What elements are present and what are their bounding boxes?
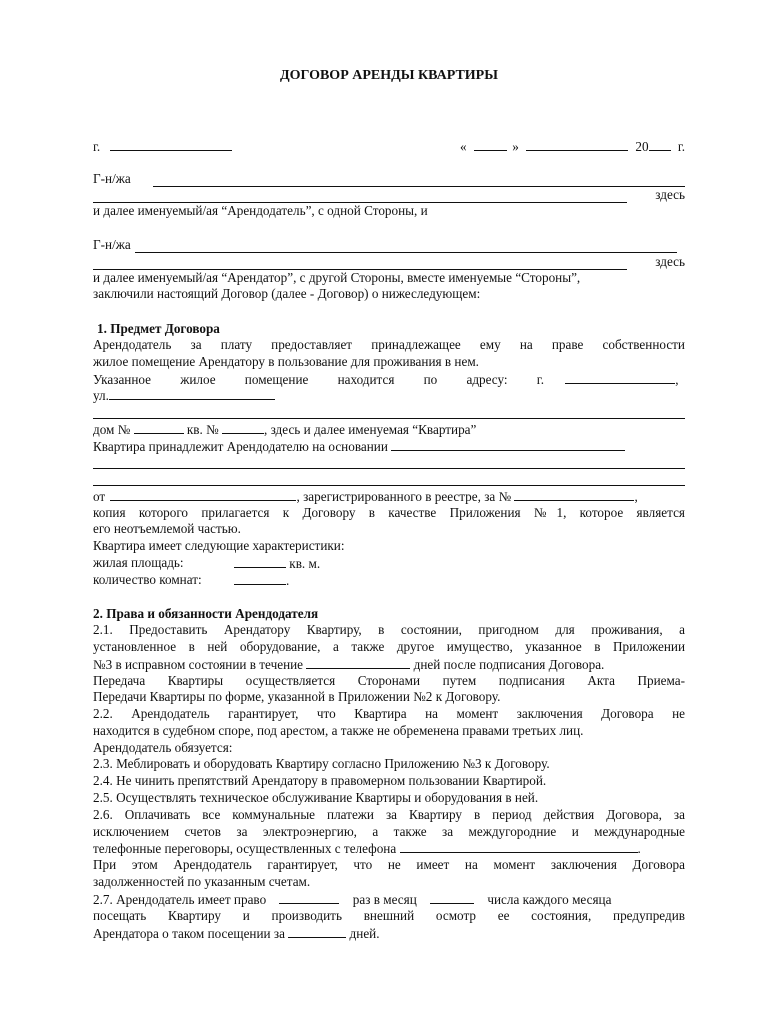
area-blank[interactable]	[234, 555, 286, 568]
s1-street-line	[93, 387, 685, 404]
date-open-quote: «	[460, 139, 467, 154]
s2-p7-line-3	[93, 925, 685, 942]
document-title: ДОГОВОР АРЕНДЫ КВАРТИРЫ	[280, 68, 498, 83]
visit-per-month: раз в месяц	[352, 892, 417, 907]
tenant-here: здесь	[655, 254, 685, 269]
s1-basis-blank-3	[93, 472, 685, 486]
tenant-desc: и далее именуемый/ая “Арендатор”, с другой Стороны, вместе именуемые “Стороны”,	[93, 270, 581, 285]
s1-registry-line: от , зарегистрированного в реестре, за № ,	[93, 489, 638, 504]
section1-heading: 1. Предмет Договора	[97, 321, 220, 336]
s1-rooms-line	[93, 572, 685, 588]
s2-p2-line-1: 2.2. Арендодатель гарантирует, что Квартира на момент заключения Договора не	[93, 706, 685, 721]
handover-days-label: №3 в исправном состоянии в течение	[93, 657, 304, 672]
s2-p7-line-1	[93, 891, 685, 908]
apartment-label: кв. №	[186, 422, 219, 437]
rooms-blank[interactable]	[234, 572, 286, 585]
s1-line-1: Арендодатель за плату предоставляет принадлежащее ему на праве собственности	[93, 337, 685, 352]
tenant-name-blank[interactable]	[135, 240, 677, 253]
basis-label: Квартира принадлежит Арендодателю на основании	[93, 439, 388, 454]
area-label: жилая площадь:	[93, 555, 184, 570]
area-unit: кв. м.	[289, 556, 321, 571]
s2-p7-line-2: посещать Квартиру и производить внешний осмотр ее состояния, предупредив	[93, 908, 685, 923]
visit-label: 2.7. Арендодатель имеет право	[93, 892, 267, 907]
s1-address-line: Указанное жилое помещение находится по адресу: г. ,	[93, 372, 679, 387]
s1-basis-blank-2	[93, 455, 685, 469]
tenant-name-line	[93, 237, 685, 253]
s2-p6-line-3: телефонные переговоры, осуществленных с телефона .	[93, 841, 641, 856]
s2-p6-line-1: 2.6. Оплачивать все коммунальные платежи за Квартиру в период действия Договора, за	[93, 807, 685, 822]
s2-p6-line-5: задолженностей по указанным счетам.	[93, 874, 311, 889]
street-label: ул.	[93, 388, 109, 403]
address-blank-line[interactable]	[93, 405, 685, 419]
s1-blank-line	[93, 405, 685, 419]
s2-p6-line-4: При этом Арендодатель гарантирует, что не имеет на момент заключения Договора	[93, 857, 685, 872]
month-blank[interactable]	[526, 138, 628, 151]
street-blank[interactable]	[109, 387, 275, 400]
handover-days-blank[interactable]	[306, 656, 410, 669]
phone-blank[interactable]	[400, 840, 638, 853]
s2-p6-line-2: исключением счетов за электроэнергию, а также за междугородние и международные	[93, 824, 685, 839]
visit-day-suffix: числа каждого месяца	[487, 892, 612, 907]
city-blank[interactable]	[110, 138, 232, 151]
landlord-here: здесь	[655, 187, 685, 202]
s2-p1-line-2: установленное в ней оборудование, а также другое имущество, указанное в Приложении	[93, 639, 685, 654]
from-label: от	[93, 489, 106, 504]
basis-blank[interactable]	[391, 438, 625, 451]
notice-days-suffix: дней.	[349, 926, 380, 941]
address-city-label: Указанное жилое помещение находится по адресу: г.	[93, 372, 544, 387]
s1-integral-line: его неотъемлемой частью.	[93, 521, 241, 536]
s1-basis-line	[93, 438, 685, 455]
phone-label: телефонные переговоры, осуществленных с телефона	[93, 841, 397, 856]
apartment-naming: , здесь и далее именуемая “Квартира”	[263, 422, 477, 437]
s2-p1-line-1: 2.1. Предоставить Арендатору Квартиру, в состоянии, пригодном для проживания, а	[93, 622, 685, 637]
house-label: дом №	[93, 422, 131, 437]
date-group	[460, 138, 685, 155]
landlord-desc: и далее именуемый/ая “Арендодатель”, с одной Стороны, и	[93, 203, 428, 218]
s1-area-line	[93, 555, 685, 571]
tenant-name-blank-2[interactable]	[93, 257, 627, 270]
s1-line-2: жилое помещение Арендатору в пользование для проживания в нем.	[93, 354, 479, 369]
visit-times-blank[interactable]	[279, 891, 339, 904]
s1-copy-line: копия которого прилагается к Договору в качестве Приложения №1, которое является	[93, 505, 685, 520]
year-blank[interactable]	[649, 138, 671, 151]
s2-p3: 2.3. Меблировать и оборудовать Квартиру согласно Приложению №3 к Договору.	[93, 756, 550, 771]
landlord-name-blank-2[interactable]	[93, 190, 627, 203]
city-date-line	[93, 138, 685, 155]
house-blank[interactable]	[134, 421, 184, 434]
city-prefix: г.	[93, 139, 101, 154]
basis-blank-line-2[interactable]	[93, 455, 685, 469]
date-close-quote: »	[512, 139, 519, 154]
tenant-name-line-2	[93, 254, 685, 270]
landlord-name-line	[93, 171, 685, 187]
s2-p1-line-4: Передача Квартиры осуществляется Сторонами путем подписания Акта Приема-	[93, 673, 685, 688]
tenant-prefix: Г-н/жа	[93, 237, 131, 252]
concluded-text: заключили настоящий Договор (далее - Договор) о нижеследующем:	[93, 286, 481, 301]
notice-label: Арендатора о таком посещении за	[93, 926, 285, 941]
handover-days-suffix: дней после подписания Договора.	[413, 657, 605, 672]
notice-days-blank[interactable]	[288, 925, 346, 938]
address-city-blank[interactable]	[565, 371, 675, 384]
s2-p2-line-3: Арендодатель обязуется:	[93, 740, 233, 755]
rooms-dot: .	[286, 573, 290, 588]
s2-p4: 2.4. Не чинить препятствий Арендатору в правомерном пользовании Квартирой.	[93, 773, 547, 788]
s2-p1-line-3	[93, 656, 685, 673]
year-suffix: г.	[677, 139, 686, 154]
registry-number-blank[interactable]	[514, 488, 634, 501]
landlord-name-blank[interactable]	[153, 174, 685, 187]
section2-heading: 2. Права и обязанности Арендодателя	[93, 606, 319, 621]
s1-characteristics: Квартира имеет следующие характеристики:	[93, 538, 345, 553]
basis-blank-line-3[interactable]	[93, 472, 685, 486]
day-blank[interactable]	[474, 138, 507, 151]
from-blank[interactable]	[110, 488, 296, 501]
landlord-prefix: Г-н/жа	[93, 171, 131, 186]
year-prefix: 20	[635, 139, 649, 154]
s2-p5: 2.5. Осуществлять техническое обслуживание Квартиры и оборудования в ней.	[93, 790, 539, 805]
landlord-name-line-2	[93, 187, 685, 203]
s2-p2-line-2: находится в судебном споре, под арестом, а также не обременена правами третьих лиц.	[93, 723, 584, 738]
s2-p1-line-5: Передачи Квартиры по форме, указанной в Приложении №2 к Договору.	[93, 689, 501, 704]
s1-house-line	[93, 421, 685, 438]
visit-day-blank[interactable]	[430, 891, 474, 904]
registry-label: , зарегистрированного в реестре, за №	[296, 489, 512, 504]
rooms-label: количество комнат:	[93, 572, 202, 587]
apartment-blank[interactable]	[222, 421, 264, 434]
